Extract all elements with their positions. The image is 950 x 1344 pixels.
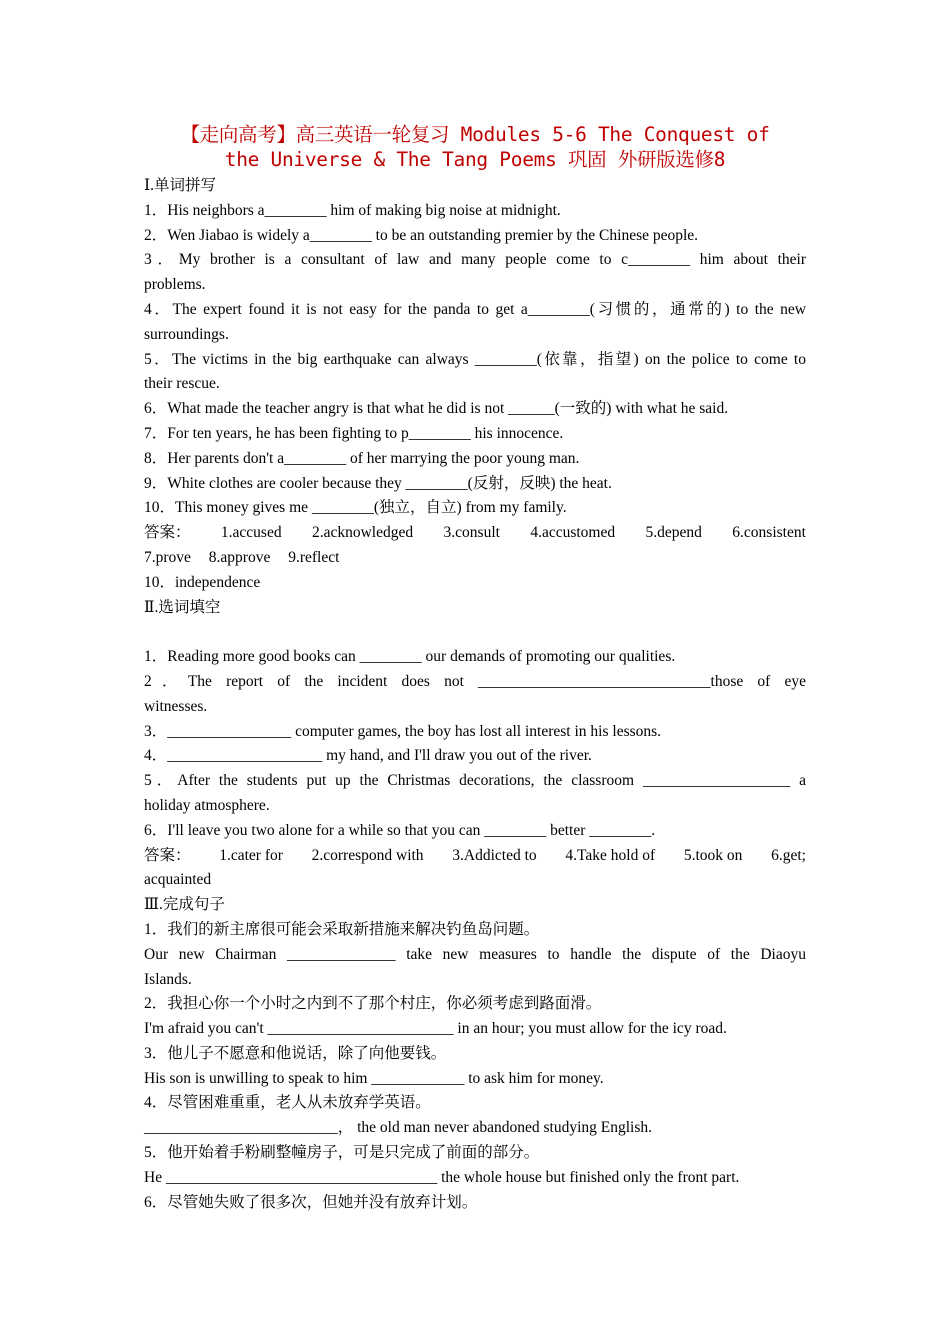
s1-answer-label: 答案： (144, 524, 191, 542)
s3-item-2-en: I'm afraid you can't ________________________ in an hour; you must allow for the icy road. (144, 1020, 727, 1038)
s1-item-4a: 4．The expert found it is not easy for the panda to get a________(习惯的，通常的) to the new (144, 300, 806, 318)
s1-answer: 5.depend (645, 524, 702, 542)
title-line-2: the Universe & The Tang Poems 巩固 外研版选修8 (224, 148, 726, 171)
s3-item-5-en: He ___________________________________ the whole house but finished only the front part. (144, 1168, 740, 1186)
s1-answer: 6.consistent (732, 524, 806, 542)
s2-item-6: 6．I'll leave you two alone for a while so that you can ________ better ________. (144, 821, 656, 839)
s3-item-1-en-a: Our new Chairman ______________ take new measures to handle the dispute of the Diaoyu (144, 945, 806, 963)
s1-answer: 3.consult (443, 524, 500, 542)
s1-item-3b: problems. (144, 276, 206, 294)
s2-answers-row-1 (144, 844, 806, 869)
s2-item-2a: 2．The report of the incident does not ______________________________those of eye (144, 672, 806, 690)
document-title (144, 122, 806, 172)
s1-item-4b: surroundings. (144, 325, 229, 343)
section1-heading: Ⅰ.单词拼写 (144, 177, 216, 194)
s3-item-4-cn: 4．尽管困难重重，老人从未放弃学英语。 (144, 1094, 431, 1112)
s1-item-8: 8．Her parents don't a________ of her marrying the poor young man. (144, 449, 580, 467)
s3-item-6-cn: 6．尽管她失败了很多次，但她并没有放弃计划。 (144, 1193, 478, 1211)
s3-item-2-cn: 2．我担心你一个小时之内到不了那个村庄，你必须考虑到路面滑。 (144, 995, 602, 1013)
s2-item-1: 1．Reading more good books can ________ our demands of promoting our qualities. (144, 648, 676, 666)
s2-answer-label: 答案： (144, 846, 191, 864)
s3-item-3-en: His son is unwilling to speak to him ____________ to ask him for money. (144, 1069, 604, 1087)
s1-item-1: 1．His neighbors a________ him of making big noise at midnight. (144, 201, 561, 219)
s2-answer: 3.Addicted to (452, 846, 537, 864)
s2-answer: 1.cater for (219, 846, 283, 864)
title-line-1: 【走向高考】高三英语一轮复习 Modules 5-6 The Conquest of (180, 123, 770, 146)
s1-answers-row-2 (144, 546, 806, 571)
section2-heading: Ⅱ.选词填空 (144, 598, 221, 616)
s3-item-3-cn: 3．他儿子不愿意和他说话，除了向他要钱。 (144, 1044, 447, 1062)
s1-answers-row-3: 10．independence (144, 573, 261, 591)
s1-item-7: 7．For ten years, he has been fighting to p________ his innocence. (144, 424, 564, 442)
s1-answers-row-1 (144, 521, 806, 546)
s1-answer: 1.accused (220, 524, 282, 542)
s2-answer: 6.get; (771, 846, 806, 864)
s1-answer: 4.accustomed (530, 524, 616, 542)
s3-item-4-en: _________________________， the old man never abandoned studying English. (144, 1119, 652, 1137)
s2-item-4: 4．____________________ my hand, and I'll draw you out of the river. (144, 747, 592, 765)
s2-answers-row-2: acquainted (144, 871, 212, 889)
document-page (144, 122, 806, 1215)
s1-item-5b: their rescue. (144, 375, 220, 393)
section3-heading: Ⅲ.完成句子 (144, 896, 225, 914)
s3-item-1-cn: 1．我们的新主席很可能会采取新措施来解决钓鱼岛问题。 (144, 920, 540, 938)
s2-item-5a: 5．After the students put up the Christmas decorations, the classroom ___________________ a (144, 772, 806, 790)
s1-item-6: 6．What made the teacher angry is that what he did is not ______(一致的) with what he said. (144, 400, 729, 418)
spacer (144, 620, 806, 645)
s1-answer: 9.reflect (288, 548, 340, 566)
s1-item-10: 10．This money gives me ________(独立，自立) from my family. (144, 499, 567, 517)
s2-item-3: 3．________________ computer games, the boy has lost all interest in his lessons. (144, 722, 662, 740)
s1-item-3a: 3．My brother is a consultant of law and many people come to c________ him about their (144, 251, 806, 269)
s1-item-9: 9．White clothes are cooler because they ________(反射，反映) the heat. (144, 474, 612, 492)
s3-item-1-en-b: Islands. (144, 970, 192, 988)
s2-item-2b: witnesses. (144, 697, 208, 715)
s2-item-5b: holiday atmosphere. (144, 796, 270, 814)
s1-item-2: 2．Wen Jiabao is widely a________ to be an outstanding premier by the Chinese people. (144, 226, 699, 244)
s2-answer: 4.Take hold of (565, 846, 656, 864)
s1-answer: 2.acknowledged (311, 524, 414, 542)
s1-answer: 7.prove (144, 548, 191, 566)
s2-answer: 2.correspond with (311, 846, 424, 864)
s1-answer: 8.approve (208, 548, 271, 566)
s1-item-5a: 5．The victims in the big earthquake can always ________(依靠，指望) on the police to come to (144, 350, 806, 368)
s3-item-5-cn: 5．他开始着手粉刷整幢房子，可是只完成了前面的部分。 (144, 1144, 540, 1162)
s2-answer: 5.took on (683, 846, 743, 864)
